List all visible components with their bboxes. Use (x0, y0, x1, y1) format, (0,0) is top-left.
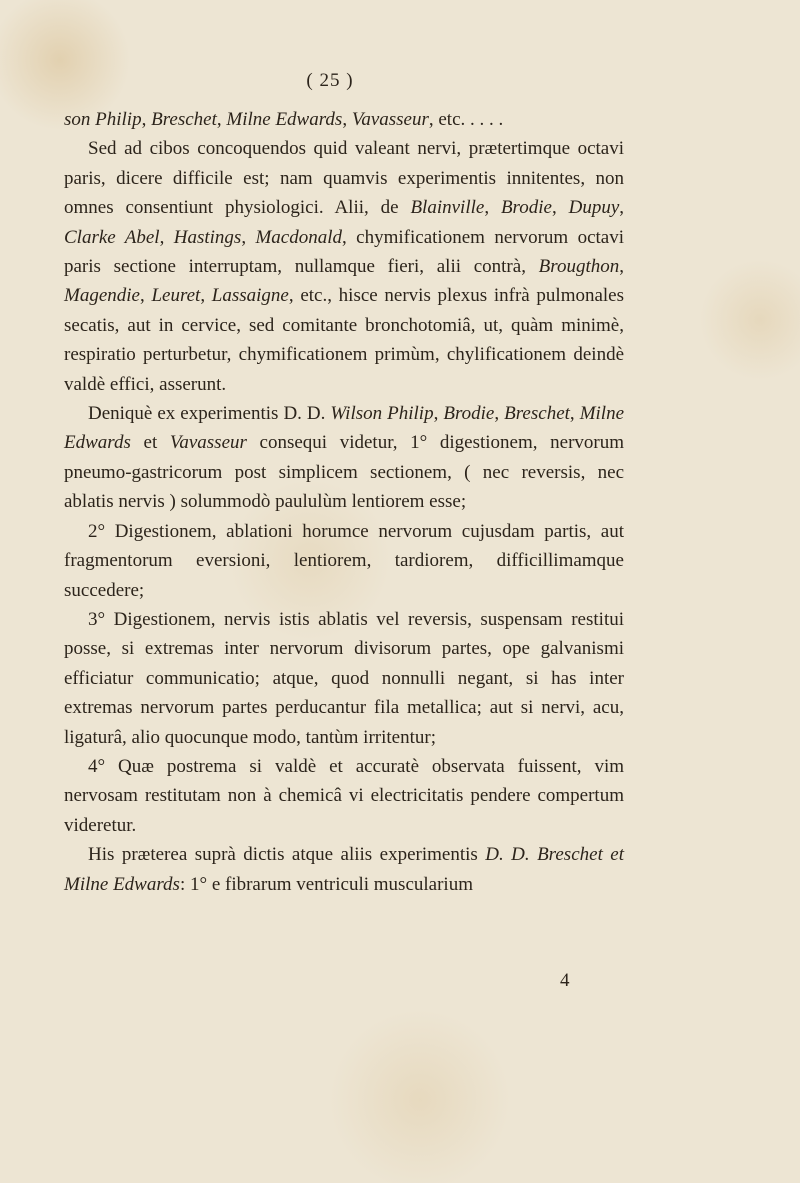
italic-name: Brougthon (538, 256, 620, 278)
text-run: , (433, 403, 444, 425)
italic-name: D. D. Breschet et Milne Edwards (64, 844, 625, 895)
text-run: Sed ad cibos concoquendos quid valeant nervi, prætertimque octavi paris, dicere difficile est; nam quamvis experimentis innitentes, non omnes consentiunt physiologici. Alii, de (64, 138, 624, 219)
text-run: , (159, 226, 174, 248)
page-header: ( 25 ) (306, 70, 354, 91)
italic-name: Clarke Abel (64, 226, 160, 248)
text-run: , (342, 109, 352, 130)
paragraph (64, 105, 624, 134)
italic-name: Milne Edwards (226, 109, 343, 130)
body-text (64, 105, 624, 899)
signature-mark: 4 (560, 970, 570, 991)
text-run: , chymificationem nervorum octavi paris sectione interruptam, nullamque fieri, alii contrà, (64, 226, 625, 278)
text-run: , (494, 403, 505, 425)
text-run: 4° Quæ postrema si valdè et accuratè observata fuissent, vim nervosam restitutam non à chemicâ vi electricitatis pendere compertum videretur. (64, 755, 624, 836)
italic-name: Macdonald (255, 226, 343, 248)
paragraph (64, 752, 624, 840)
italic-name: Brodie (500, 197, 552, 219)
paragraph (64, 134, 624, 399)
text-run: : 1° e fibrarum ventriculi muscularium (179, 873, 473, 895)
italic-name: son Philip (64, 109, 142, 130)
text-run: , (569, 403, 580, 425)
paragraph (64, 517, 624, 605)
italic-name: Vavasseur (351, 109, 429, 130)
italic-name: Breschet (504, 403, 570, 425)
italic-name: Hastings (173, 226, 242, 248)
text-run: , (619, 197, 624, 219)
text-run: , (619, 256, 624, 278)
italic-name: Leuret (151, 285, 201, 307)
text-run: , (139, 285, 152, 307)
text-run: , etc., hisce nervis plexus infrà pulmonales secatis, aut in cervice, sed comitante bronchotomiâ, ut, quàm minimè, respiratio perturbetur, chymificationem primùm, chylificationem deindè valdè effici, asserunt. (64, 285, 625, 395)
text-run: et (130, 432, 170, 454)
text-run: , (241, 226, 256, 248)
text-run: consequi videtur, 1° digestionem, nervorum pneumo-gastricorum post simplicem sectionem, ( nec reversis, nec ablatis nervis ) solummodò paululùm lentiorem esse; (64, 432, 625, 513)
text-run: Deniquè ex experimentis D. D. (88, 403, 331, 425)
text-run: , (484, 197, 501, 219)
text-run: His præterea suprà dictis atque aliis experimentis (88, 844, 486, 866)
italic-name: Wilson Philip (330, 403, 434, 425)
italic-name: Vavasseur (169, 432, 247, 454)
paragraph (64, 840, 624, 899)
text-run: 3° Digestionem, nervis istis ablatis vel reversis, suspensam restitui posse, si extremas inter nervorum divisorum partes, ope galvanismi efficiatur communicatio; atque, quod nonnulli negant, si has inter extremas nervorum partes perducantur fila metallica; aut si nervi, acu, ligaturâ, alio quocunque modo, tantùm irritentur; (64, 608, 624, 748)
text-run: , etc. . . . . (428, 109, 504, 130)
italic-name: Breschet (151, 109, 217, 130)
text-run: , (141, 109, 152, 130)
paragraph (64, 399, 624, 517)
italic-name: Brodie (443, 403, 495, 425)
italic-name: Blainville (410, 197, 485, 219)
text-run: , (216, 109, 227, 130)
text-run: , (200, 285, 212, 307)
italic-name: Milne Edwards (64, 403, 625, 454)
italic-name: Magendie (64, 285, 140, 307)
paragraph (64, 605, 624, 752)
text-run: , (551, 197, 569, 219)
italic-name: Lassaigne (211, 285, 289, 307)
text-run: 2° Digestionem, ablationi horumce nervorum cujusdam partis, aut fragmentorum eversioni, lentiorem, tardiorem, difficillimamque succedere; (64, 520, 624, 601)
italic-name: Dupuy (568, 197, 620, 219)
